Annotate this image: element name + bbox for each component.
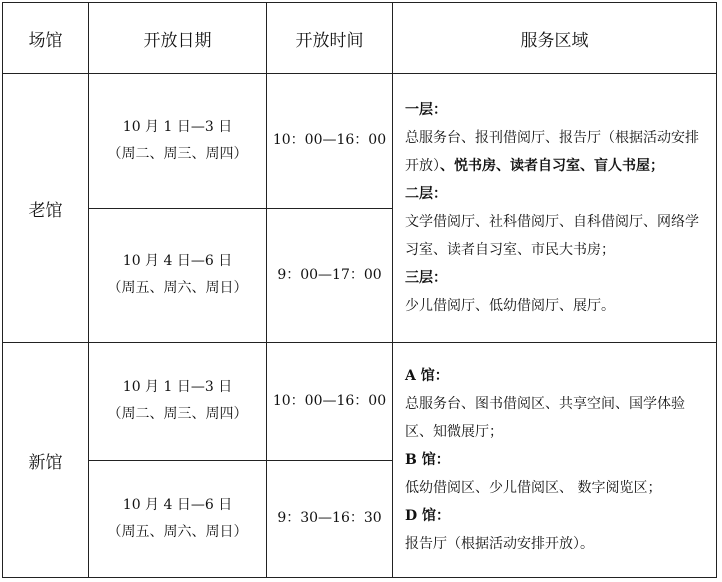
floor-3-title: 三层： — [405, 270, 447, 287]
hall-b-areas: 低幼借阅区、少儿借阅区、 数字阅览区； — [405, 480, 662, 497]
date-range: 10 月 1 日—3 日 — [122, 379, 233, 396]
date-days: （周五、周六、周日） — [107, 280, 248, 297]
date-cell — [89, 460, 267, 577]
floor-3-areas: 少儿借阅厅、低幼借阅厅、展厅。 — [405, 298, 615, 315]
area-cell-old — [393, 74, 717, 343]
venue-new: 新馆 — [3, 343, 89, 578]
floor-1-areas — [405, 124, 708, 180]
floor-2-title: 二层： — [405, 186, 447, 203]
date-cell — [89, 74, 267, 208]
floor-1-areas-a: 总服务台、报刊借阅厅、报告厅（根据活动安排开放） — [405, 130, 699, 175]
hall-d-title: D 馆： — [405, 508, 451, 525]
date-days: （周二、周三、周四） — [107, 145, 248, 162]
date-cell — [89, 208, 267, 342]
floor-1-areas-b: 、悦书房、读者自习室、盲人书屋； — [440, 158, 664, 175]
hall-d-areas: 报告厅（根据活动安排开放）。 — [405, 536, 594, 553]
opening-schedule-table — [2, 2, 717, 578]
venue-old: 老馆 — [3, 74, 89, 343]
time-cell: 9：00—17：00 — [267, 208, 393, 342]
date-days: （周五、周六、周日） — [107, 523, 248, 540]
header-time: 开放时间 — [267, 3, 393, 74]
hall-a-areas: 总服务台、图书借阅区、共享空间、国学体验区、知微展厅； — [405, 396, 685, 441]
date-range: 10 月 4 日—6 日 — [122, 253, 233, 270]
date-days: （周二、周三、周四） — [107, 406, 248, 423]
floor-1-title: 一层： — [405, 102, 447, 119]
header-area: 服务区域 — [393, 3, 717, 74]
time-cell: 9：30—16：30 — [267, 460, 393, 577]
time-cell: 10：00—16：00 — [267, 74, 393, 208]
hall-a-title: A 馆： — [405, 368, 449, 385]
date-range: 10 月 1 日—3 日 — [122, 118, 233, 135]
floor-2-areas: 文学借阅厅、社科借阅厅、自科借阅厅、网络学习室、读者自习室、市民大书房； — [405, 214, 699, 259]
header-venue: 场馆 — [3, 3, 89, 74]
table-row — [3, 74, 717, 208]
area-cell-new — [393, 343, 717, 578]
date-range: 10 月 4 日—6 日 — [122, 496, 233, 513]
date-cell — [89, 343, 267, 460]
header-date: 开放日期 — [89, 3, 267, 74]
header-row — [3, 3, 717, 74]
hall-b-title: B 馆： — [405, 452, 450, 469]
table-row — [3, 343, 717, 460]
time-cell: 10：00—16：00 — [267, 343, 393, 460]
